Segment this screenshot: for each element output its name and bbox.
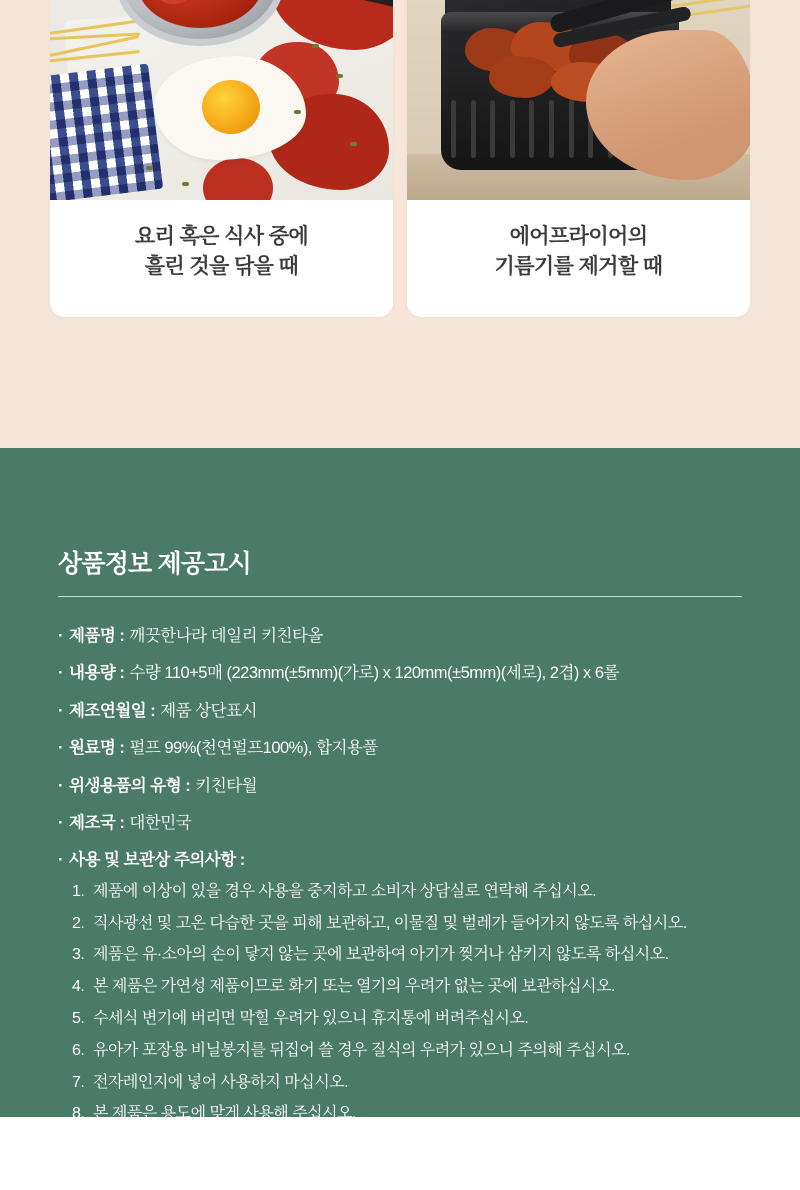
caution-notes-list [58, 880, 742, 1127]
bullet-mark: · [58, 660, 69, 686]
spec-value: 펄프 99%(천연펄프100%), 합지용풀 [129, 735, 377, 761]
herb-flake [182, 182, 189, 186]
fried-egg-yolk [202, 80, 260, 134]
note-number: 7. [72, 1071, 93, 1096]
caption-line-2: 기름기를 제거할 때 [417, 252, 740, 282]
spec-label: 제품명 : [69, 623, 124, 649]
bullet-mark: · [58, 1137, 69, 1163]
spec-row [58, 810, 742, 836]
usage-card-caption [50, 200, 393, 313]
spec-value: 키친타월 [195, 773, 257, 799]
note-text: 본 제품은 용도에 맞게 사용해 주십시오. [93, 1102, 356, 1127]
spec-row-caution-heading [58, 847, 742, 873]
bullet-mark: · [58, 773, 69, 799]
tomato-sauce [137, 0, 263, 28]
spec-value: 제품 상단표시 [160, 698, 257, 724]
caution-note [72, 1007, 742, 1032]
spec-row [58, 698, 742, 724]
spec-row [58, 735, 742, 761]
spec-label: 제조연월일 : [69, 698, 155, 724]
spec-label: 제조국 : [69, 810, 124, 836]
caution-note [72, 943, 742, 968]
product-spec-list [58, 623, 742, 874]
note-number: 4. [72, 975, 93, 1000]
warranty-line-1: 본 제품은 공정거래위원회 고시 소비자분쟁해결기준에 의거, [184, 1137, 594, 1163]
herb-flake [350, 142, 357, 146]
note-text: 유아가 포장용 비닐봉지를 뒤집어 쓸 경우 질식의 우려가 있으니 주의해 주십시오. [93, 1039, 630, 1064]
spec-label: 위생용품의 유형 : [69, 773, 190, 799]
warranty-row [58, 1137, 742, 1163]
usage-card [50, 0, 393, 317]
spec-row [58, 660, 742, 686]
tomato-chunk [157, 0, 190, 4]
note-number: 2. [72, 912, 93, 937]
spec-row [58, 773, 742, 799]
caution-note [72, 912, 742, 937]
bullet-mark: · [58, 847, 69, 873]
spec-label: 사용 및 보관상 주의사항 : [69, 847, 245, 873]
herb-flake [336, 74, 343, 78]
usage-card-caption [407, 200, 750, 313]
note-text: 전자레인지에 넣어 사용하지 마십시오. [93, 1071, 348, 1096]
spec-label: 내용량 : [69, 660, 124, 686]
bullet-mark: · [58, 735, 69, 761]
spec-value: 깨끗한나라 데일리 키친타올 [129, 623, 322, 649]
spec-value: 대한민국 [129, 810, 191, 836]
caution-note [72, 1071, 742, 1096]
note-text: 수세식 변기에 버리면 막힐 우려가 있으니 휴지통에 버려주십시오. [93, 1007, 528, 1032]
product-info-section [0, 448, 800, 1117]
caution-note [72, 975, 742, 1000]
note-text: 제품에 이상이 있을 경우 사용을 중지하고 소비자 상담실로 연락해 주십시오. [93, 880, 596, 905]
bullet-mark: · [58, 698, 69, 724]
caution-note [72, 1039, 742, 1064]
note-text: 제품은 유·소아의 손이 닿지 않는 곳에 보관하여 아기가 찢거나 삼키지 않도록 하십시오. [93, 943, 669, 968]
product-info-title: 상품정보 제공고시 [58, 544, 742, 580]
pot-tomato-sauce-fried-egg-photo [50, 0, 393, 200]
usage-cards-row [0, 0, 800, 317]
note-text: 직사광선 및 고온 다습한 곳을 피해 보관하고, 이물질 및 벌레가 들어가지 않도록 하십시오. [93, 912, 687, 937]
herb-flake [146, 166, 153, 170]
note-text: 본 제품은 가연성 제품이므로 화기 또는 열기의 우려가 없는 곳에 보관하십시오. [93, 975, 615, 1000]
spaghetti-strands [50, 26, 146, 70]
spec-value: 수량 110+5매 (223mm(±5mm)(가로) x 120mm(±5mm)(세로), 2겹) x 6롤 [129, 660, 619, 686]
caution-note [72, 880, 742, 905]
caption-line-1: 요리 혹은 식사 중에 [60, 222, 383, 252]
herb-flake [294, 110, 301, 114]
title-divider [58, 596, 742, 597]
warranty-label: 품질 보증 기준 : [69, 1137, 179, 1163]
note-number: 6. [72, 1039, 93, 1064]
herb-flake [312, 44, 319, 48]
bullet-mark: · [58, 810, 69, 836]
bullet-mark: · [58, 623, 69, 649]
usage-cards-section [0, 0, 800, 448]
caption-line-2: 흘린 것을 닦을 때 [60, 252, 383, 282]
air-fryer-basket-photo [407, 0, 750, 200]
spec-row [58, 623, 742, 649]
warranty-line-2: 교환 또는 환불 받을 수 있습니다. [58, 1164, 742, 1190]
note-number: 5. [72, 1007, 93, 1032]
caption-line-1: 에어프라이어의 [417, 222, 740, 252]
spec-label: 원료명 : [69, 735, 124, 761]
usage-card [407, 0, 750, 317]
note-number: 1. [72, 880, 93, 905]
checkered-kitchen-towel [50, 63, 163, 200]
note-number: 3. [72, 943, 93, 968]
caution-note [72, 1102, 742, 1127]
note-number: 8. [72, 1102, 93, 1127]
